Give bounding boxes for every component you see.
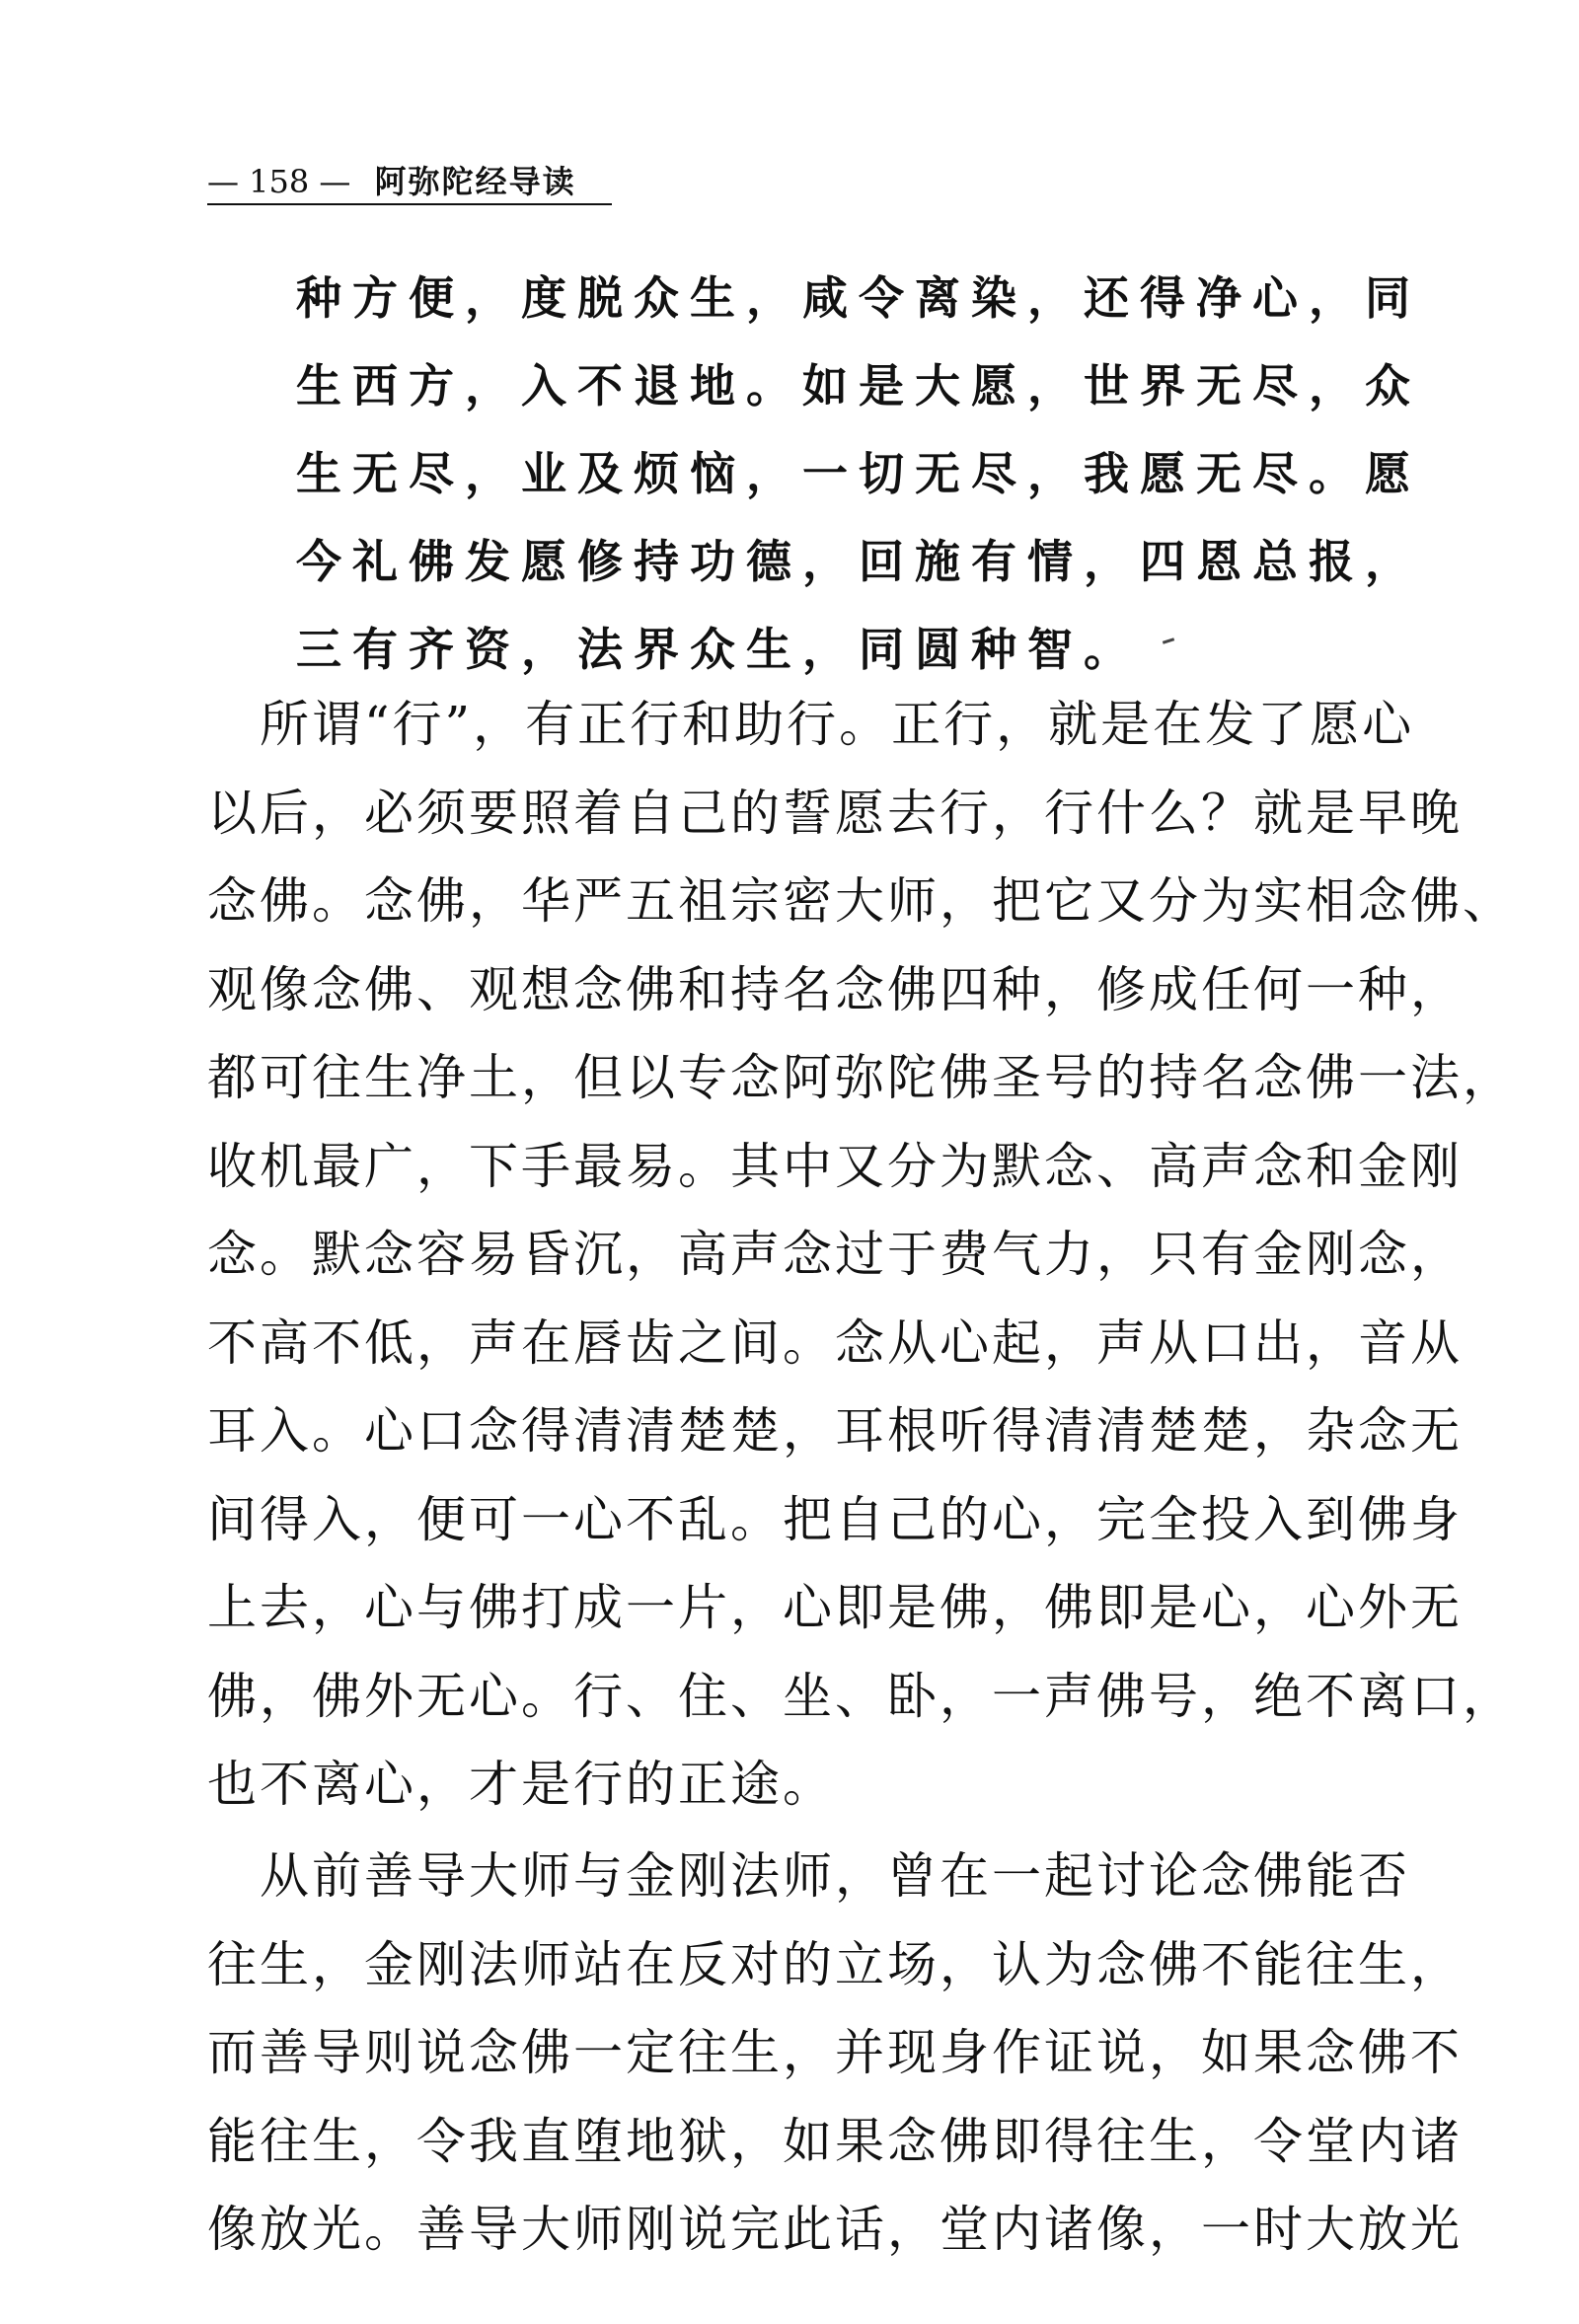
running-header: [207, 158, 612, 205]
text-line: 耳入。心口念得清清楚楚，耳根听得清清楚楚，杂念无: [207, 1402, 1463, 1460]
quote-line: 种方便，度脱众生，咸令离染，还得净心，同: [296, 271, 1421, 325]
text-line: 观像念佛、观想念佛和持名念佛四种，修成任何一种，: [207, 960, 1463, 1018]
quote-line: 今礼佛发愿修持功德，回施有情，四恩总报，: [296, 535, 1421, 588]
text-line: 都可往生净土，但以专念阿弥陀佛圣号的持名念佛一法，: [207, 1049, 1515, 1106]
text-line: 间得入，便可一心不乱。把自己的心，完全投入到佛身: [207, 1490, 1463, 1548]
header-rule: [207, 203, 612, 205]
quote-line: 生西方，入不退地。如是大愿，世界无尽，众: [296, 359, 1421, 412]
text-line: 念。默念容易昏沉，高声念过于费气力，只有金刚念，: [207, 1226, 1463, 1283]
vow-quote-block: [296, 255, 1421, 694]
text-line: 而善导则说念佛一定往生，并现身作证说，如果念佛不: [207, 2024, 1463, 2081]
paragraph-shandao: [207, 1833, 1463, 2275]
text-line: 像放光。善导大师刚说完此话，堂内诸像，一时大放光: [207, 2201, 1463, 2258]
text-line: 所谓“行”，有正行和助行。正行，就是在发了愿心: [207, 696, 1415, 753]
book-title: 阿弥陀经导读: [374, 163, 576, 200]
text-line: 也不离心，才是行的正途。: [207, 1756, 835, 1813]
text-line: 从前善导大师与金刚法师，曾在一起讨论念佛能否: [207, 1847, 1410, 1905]
text-line: 佛，佛外无心。行、住、坐、卧，一声佛号，绝不离口，: [207, 1667, 1515, 1725]
text-line: 收机最广，下手最易。其中又分为默念、高声念和金刚: [207, 1137, 1463, 1195]
text-line: 念佛。念佛，华严五祖宗密大师，把它又分为实相念佛、: [207, 872, 1515, 930]
text-line: 能往生，令我直堕地狱，如果念佛即得往生，令堂内诸: [207, 2112, 1463, 2170]
quote-line: 生无尽，业及烦恼，一切无尽，我愿无尽。愿: [296, 447, 1421, 500]
page-number: — 158 —: [207, 163, 351, 200]
text-line: 上去，心与佛打成一片，心即是佛，佛即是心，心外无: [207, 1579, 1463, 1636]
quote-line: 三有齐资，法界众生，同圆种智。: [296, 623, 1140, 676]
text-line: 以后，必须要照着自己的誓愿去行，行什么？就是早晚: [207, 784, 1463, 842]
paragraph-practice: [207, 681, 1515, 1830]
text-line: 不高不低，声在唇齿之间。念从心起，声从口出，音从: [207, 1313, 1463, 1372]
text-line: 往生，金刚法师站在反对的立场，认为念佛不能往生，: [207, 1935, 1463, 1993]
